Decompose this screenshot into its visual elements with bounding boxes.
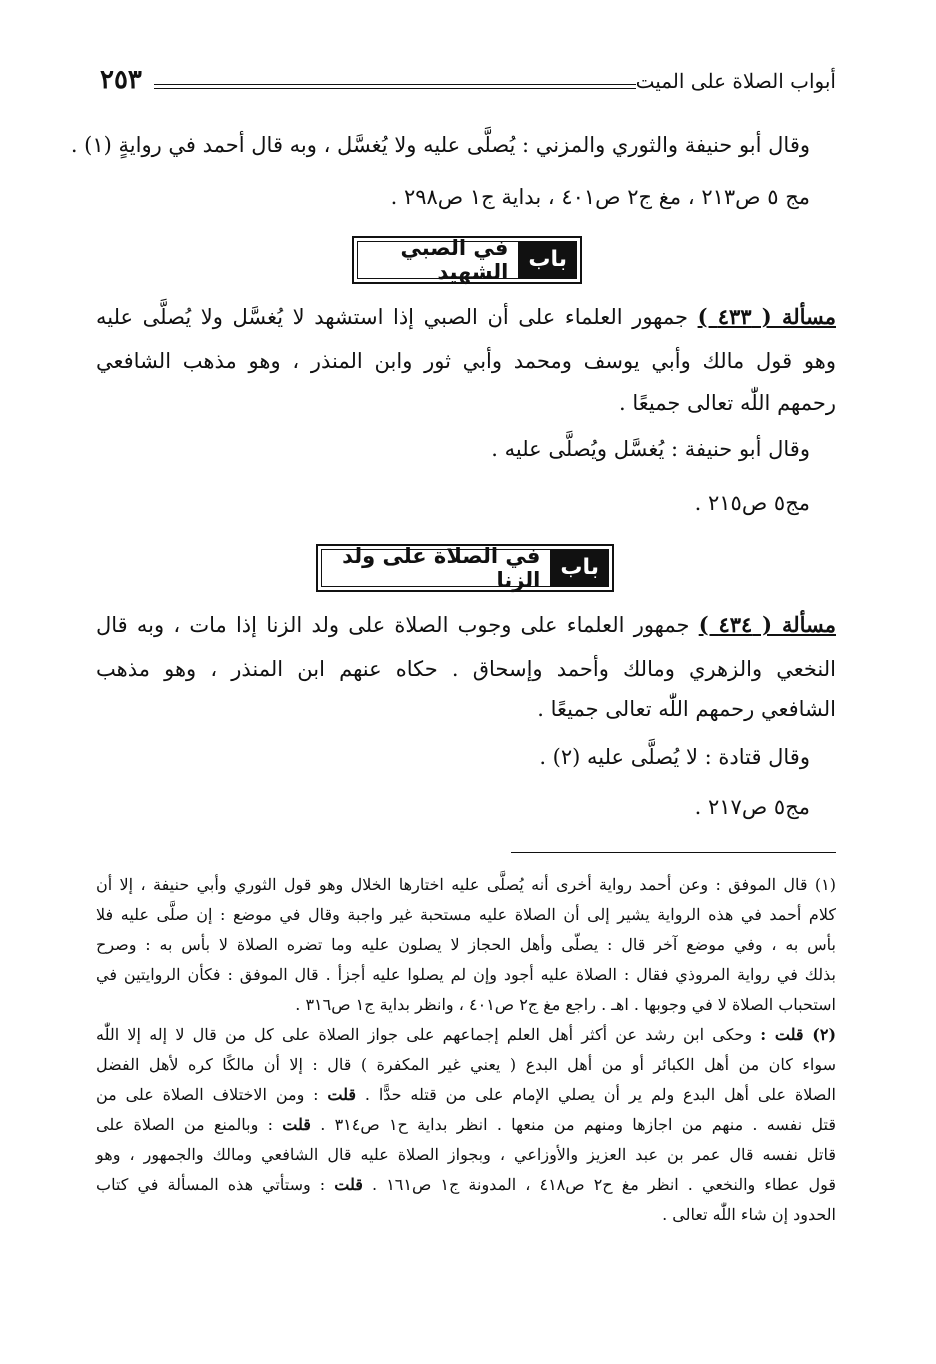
footnote-text: : وبالمنع من الصلاة على [96, 1115, 274, 1134]
footnote-line: بأس به ، وفي موضع آخر قال : يصلّى وأهل الحجاز لا يصلون عليه وما تضره الصلاة لا بأس به : وصرح [96, 935, 836, 954]
footnote-line [96, 1172, 836, 1198]
qult-label: قلت [282, 1115, 311, 1134]
footnote-separator [511, 852, 836, 853]
reference-line: مج٥ ص٢١٧ . [694, 795, 810, 819]
footnote-text: الصلاة على أهل البدع ولم ير أن يصلي الإمام على من قتله حدًّا . [364, 1085, 836, 1104]
footnote-line: بذلك في رواية المروذي فقال : الصلاة عليه أجود وإن لم يصلوا عليه أجزأ . قال الموفق : فكأن الروايتين في [96, 965, 836, 984]
footnote-text: قتل نفسه . منهم من اجازها ومنهم من منعها . انظر بداية ح١ ص٣١٤ . [320, 1115, 837, 1134]
footnote-text: قول عطاء والنخعي . انظر مغ ح٢ ص٤١٨ ، المدونة ج١ ص١٦١ . [372, 1175, 837, 1194]
header-rule [154, 84, 636, 89]
masala-line [96, 610, 836, 640]
text-line: وقال أبو حنيفة : يُغسَّل ويُصلَّى عليه . [491, 437, 810, 461]
footnote-line: (١) قال الموفق : وعن أحمد رواية أخرى أنه يُصلَّى عليه اختارها الخلال وهو قول الثوري وأبي حنيفة ، إلا أن [96, 875, 836, 894]
masala-line [96, 302, 836, 332]
footnote-text: : وستأتي هذه المسألة في كتاب [96, 1175, 326, 1194]
footnote-line [96, 1082, 836, 1108]
masala-text: جمهور العلماء على أن الصبي إذا استشهد لا يُغسَّل ولا يُصلَّى عليه [96, 305, 688, 329]
text-line: وهو قول مالك وأبي يوسف ومحمد وأبي ثور وابن المنذر ، وهو مذهب الشافعي [96, 349, 836, 373]
bab-heading-box [352, 236, 582, 284]
text-line: وقال أبو حنيفة والثوري والمزني : يُصلَّى عليه ولا يُغسَّل ، وبه قال أحمد في روايةٍ (١) . [70, 133, 810, 157]
qult-label: قلت [327, 1085, 357, 1104]
masala-text: جمهور العلماء على وجوب الصلاة على ولد الزنا إذا مات ، وبه قال [96, 613, 690, 637]
footnote-line: استحباب الصلاة لا في وجوبها . اهـ . راجع مغ ج٢ ص٤٠١ ، وانظر بداية ج١ ص٣١٦ . [295, 995, 836, 1014]
text-line: الشافعي رحمهم اللّٰه تعالى جميعًا . [537, 697, 836, 721]
masala-label: مسألة ( ٤٣٣ ) [697, 304, 836, 329]
bab-heading-box [316, 544, 614, 592]
reference-line: مج٥ ص٢١٥ . [694, 491, 810, 515]
page-number: ٢٥٣ [100, 65, 142, 95]
footnote-line [96, 1022, 836, 1048]
footnote-line: كلام أحمد في هذه الرواية يشير إلى أن الصلاة عليه مستحبة غير واجبة وقال في موضع : إن صلَّى عليه فلا [96, 905, 836, 924]
footnote-text: وحكى ابن رشد عن أكثر أهل العلم إجماعهم على جواز الصلاة على كل من قال لا إله إلا اللّٰه [96, 1025, 753, 1044]
qult-label: قلت [334, 1175, 363, 1194]
footnote-line [96, 1112, 836, 1138]
footnote-line: سواء كان من أهل الكبائر أو من أهل البدع ( يعني غير المكفرة ) قال : إلا أن مالكًا كره لأهل الفضل [96, 1055, 836, 1074]
bab-label: باب [550, 549, 609, 587]
bab-title: في الصبي الشهيد [400, 236, 509, 284]
text-line: وقال قتادة : لا يُصلَّى عليه (٢) . [539, 745, 810, 769]
running-header [96, 66, 836, 100]
footnote-line: الحدود إن شاء اللّٰه تعالى . [662, 1205, 836, 1224]
footnote-text: : ومن الاختلاف الصلاة على من [96, 1085, 319, 1104]
reference-line: مج ٥ ص٢١٣ ، مغ ج٢ ص٤٠١ ، بداية ج١ ص٢٩٨ . [390, 185, 810, 209]
text-line: النخعي والزهري ومالك وأحمد وإسحاق . حكاه عنهم ابن المنذر ، وهو مذهب [96, 657, 836, 681]
footnote-marker: (٢) قلت : [760, 1025, 837, 1044]
footnote-line: قاتل نفسه قال عمر بن عبد العزيز والأوزاعي ، وبجواز الصلاة عليه قال الشافعي ومالك والجمهور ، وهو [96, 1145, 836, 1164]
book-page [70, 65, 837, 1326]
text-line: رحمهم اللّٰه تعالى جميعًا . [618, 391, 836, 415]
masala-label: مسألة ( ٤٣٤ ) [698, 612, 836, 637]
bab-label: باب [518, 241, 577, 279]
bab-title: في الصلاة على ولد الزنا [342, 544, 541, 592]
chapter-title: أبواب الصلاة على الميت [635, 69, 836, 93]
